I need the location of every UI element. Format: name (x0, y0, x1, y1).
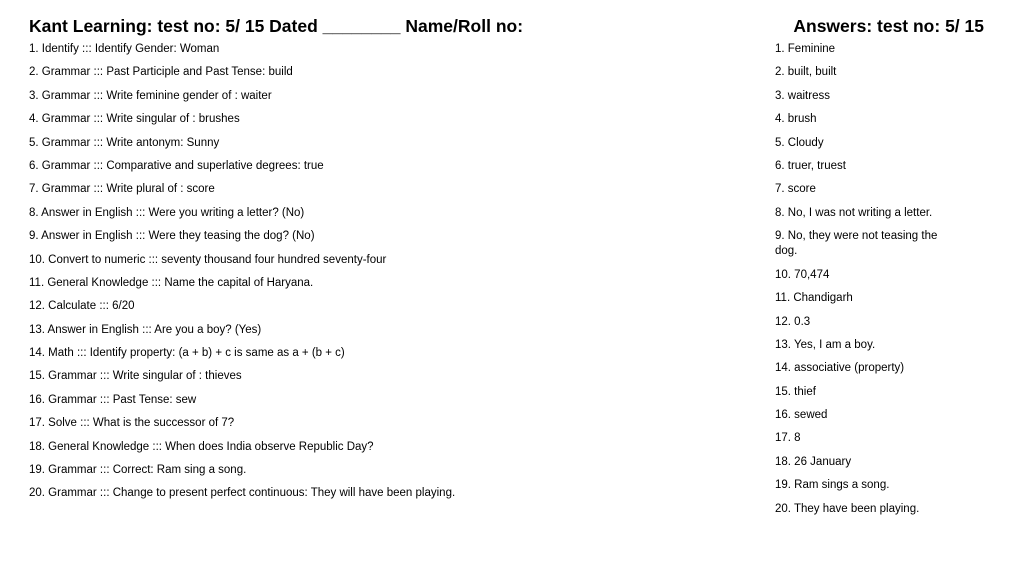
answer-item: 18. 26 January (775, 455, 852, 468)
question-item: 14. Math ::: Identify property: (a + b) + c is same as a + (b + c) (29, 347, 345, 360)
questions-list (29, 42, 749, 510)
question-item: 9. Answer in English ::: Were they teasing the dog? (No) (29, 230, 315, 243)
answer-item: 13. Yes, I am a boy. (775, 338, 876, 351)
question-item: 2. Grammar ::: Past Participle and Past Tense: build (29, 66, 293, 79)
answers-list (775, 42, 947, 525)
answer-item: 7. score (775, 183, 816, 196)
answer-item: 6. truer, truest (775, 159, 846, 172)
answer-item: 20. They have been playing. (775, 502, 920, 515)
question-item: 15. Grammar ::: Write singular of : thieves (29, 370, 242, 383)
question-item: 7. Grammar ::: Write plural of : score (29, 183, 215, 196)
question-item: 11. General Knowledge ::: Name the capital of Haryana. (29, 276, 314, 289)
answer-item: 17. 8 (775, 432, 801, 445)
answers-title: Answers: test no: 5/ 15 (793, 16, 984, 36)
question-item: 8. Answer in English ::: Were you writing a letter? (No) (29, 206, 305, 219)
answer-item: 8. No, I was not writing a letter. (775, 206, 933, 219)
answer-item: 15. thief (775, 385, 816, 398)
answer-item: 12. 0.3 (775, 315, 811, 328)
answer-item: 9. No, they were not teasing the dog. (775, 230, 938, 258)
question-item: 18. General Knowledge ::: When does India observe Republic Day? (29, 440, 374, 453)
answer-item: 1. Feminine (775, 43, 836, 55)
question-item: 12. Calculate ::: 6/20 (29, 300, 135, 313)
answer-item: 4. brush (775, 113, 817, 126)
answer-item: 3. waitress (775, 89, 830, 102)
question-item: 13. Answer in English ::: Are you a boy? (Yes) (29, 323, 262, 336)
answer-item: 5. Cloudy (775, 136, 824, 149)
question-item: 4. Grammar ::: Write singular of : brushes (29, 113, 240, 126)
test-title: Kant Learning: test no: 5/ 15 Dated ________ Name/Roll no: (29, 16, 524, 36)
question-item: 3. Grammar ::: Write feminine gender of : waiter (29, 89, 272, 102)
question-item: 1. Identify ::: Identify Gender: Woman (29, 43, 220, 55)
question-item: 19. Grammar ::: Correct: Ram sing a song. (29, 464, 247, 477)
answer-item: 11. Chandigarh (775, 292, 853, 305)
question-item: 16. Grammar ::: Past Tense: sew (29, 393, 197, 406)
answer-item: 16. sewed (775, 409, 828, 422)
answer-item: 19. Ram sings a song. (775, 479, 890, 492)
question-item: 20. Grammar ::: Change to present perfect continuous: They will have been playing. (29, 487, 456, 500)
question-item: 10. Convert to numeric ::: seventy thousand four hundred seventy-four (29, 253, 387, 266)
question-item: 6. Grammar ::: Comparative and superlative degrees: true (29, 159, 324, 172)
answer-item: 10. 70,474 (775, 268, 830, 281)
question-item: 5. Grammar ::: Write antonym: Sunny (29, 136, 220, 149)
question-item: 17. Solve ::: What is the successor of 7? (29, 417, 235, 430)
answer-item: 14. associative (property) (775, 362, 905, 375)
answer-item: 2. built, built (775, 66, 837, 79)
